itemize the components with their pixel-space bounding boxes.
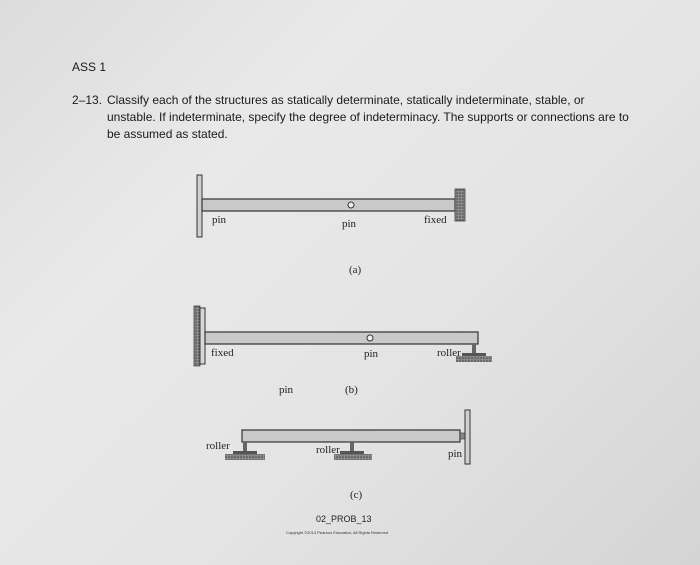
wall-left-a (197, 175, 202, 237)
pin-hinge-a (348, 202, 354, 208)
structure-b (194, 306, 492, 396)
structure-a (197, 175, 465, 276)
assignment-title: ASS 1 (72, 60, 107, 74)
label-a-pin-left: pin (212, 214, 227, 226)
pin-hinge-b (367, 335, 373, 341)
roller-base-c-mid (340, 451, 364, 454)
ground-b (456, 356, 492, 362)
wall-face-b (200, 308, 205, 364)
label-c-roller-left: roller (206, 440, 230, 452)
label-b-fixed: fixed (211, 347, 234, 359)
roller-post-c-mid (350, 442, 354, 451)
beam-a (202, 199, 455, 211)
fixed-wall-a (455, 189, 465, 221)
problem-text: Classify each of the structures as statically determinate, statically indeterminate, stable, or unstable. If indeterminate, specify the degree of indeterminacy. The supports or connections are to be assumed as stated. (107, 93, 629, 141)
caption-b: (b) (345, 384, 358, 396)
copyright-line: Copyright ©2013 Pearson Education, All Rights Reserved (286, 530, 389, 535)
label-b-pin-lower: pin (279, 384, 294, 396)
roller-post-b (472, 344, 476, 353)
wall-right-c (465, 410, 470, 464)
roller-base-b (462, 353, 486, 356)
problem-number: 2–13. (72, 93, 103, 107)
beam-b (205, 332, 478, 344)
label-a-fixed: fixed (424, 214, 447, 226)
beam-c (242, 430, 460, 442)
caption-a: (a) (349, 264, 362, 276)
label-a-pin-mid: pin (342, 218, 357, 230)
fixed-wall-b (194, 306, 200, 366)
roller-post-c-left (243, 442, 247, 451)
label-c-pin: pin (448, 448, 463, 460)
structure-c (206, 410, 470, 501)
caption-c: (c) (350, 489, 363, 501)
label-c-roller-mid: roller (316, 444, 340, 456)
label-b-roller: roller (437, 347, 461, 359)
problem-id: 02_PROB_13 (316, 514, 372, 524)
pin-bracket-c (460, 433, 465, 439)
roller-base-c-left (233, 451, 257, 454)
label-b-pin-mid: pin (364, 348, 379, 360)
ground-c-left (225, 454, 265, 460)
